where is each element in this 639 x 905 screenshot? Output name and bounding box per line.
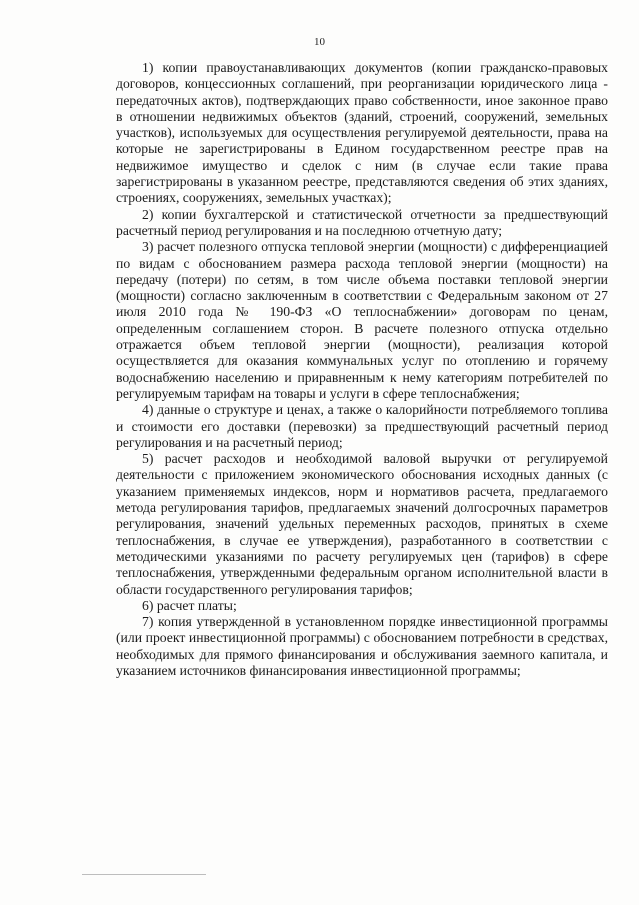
paragraph-1: 1) копии правоустанавливающих документов (копии гражданско-правовых договоров, концессионных соглашений, при реорганизации юридического лица - передаточных актов), подтверждающих право собственности, иное законное право в отношении недвижимых объектов (зданий, строений, сооружений, земельных участков), используемых для осуществления регулируемой деятельности, права на которые не зарегистрированы в Едином государственном реестре прав на недвижимое имущество и сделок с ним (в случае если такие права зарегистрированы в указанном реестре, представляются сведения об этих зданиях, строениях, сооружениях, земельных участках); (116, 60, 608, 206)
document-body (116, 60, 608, 679)
paragraph-6: 6) расчет платы; (142, 597, 237, 613)
paragraph-7: 7) копия утвержденной в установленном порядке инвестиционной программы (или проект инвестиционной программы) с обоснованием потребности в средствах, необходимых для прямого финансирования и обслуживания заемного капитала, и указанием источников финансирования инвестиционной программы; (116, 614, 608, 678)
paragraph-5: 5) расчет расходов и необходимой валовой выручки от регулируемой деятельности с приложением экономического обоснования исходных данных (с указанием применяемых индексов, норм и нормативов расчета, предлагаемого метода регулирования тарифов, предлагаемых значений долгосрочных параметров регулирования, значений удельных переменных расходов, принятых в схеме теплоснабжения, в случае ее утверждения), разработанного в соответствии с методическими указаниями по расчету регулируемых цен (тарифов) в сфере теплоснабжения, утвержденными федеральным органом исполнительной власти в области государственного регулирования тарифов; (116, 451, 608, 597)
page-number: 10 (314, 36, 325, 48)
paragraph-2: 2) копии бухгалтерской и статистической отчетности за предшествующий расчетный период регулирования и на последнюю отчетную дату; (116, 206, 608, 238)
paragraph-3: 3) расчет полезного отпуска тепловой энергии (мощности) с дифференциацией по видам с обоснованием размера расхода тепловой энергии (мощности) на передачу (потери) по сетям, в том числе объема поставки тепловой энергии (мощности) согласно заключенным в соответствии с Федеральным законом от 27 июля 2010 года № 190-ФЗ «О теплоснабжении» договорам по ценам, определенным соглашением сторон. В расчете полезного отпуска отдельно отражается объем тепловой энергии (мощности), реализация которой осуществляется для оказания коммунальных услуг по отоплению и горячему водоснабжению населению и приравненным к нему категориям потребителей по регулируемым тарифам на товары и услуги в сфере теплоснабжения; (116, 239, 608, 401)
paragraph-4: 4) данные о структуре и ценах, а также о калорийности потребляемого топлива и стоимости его доставки (перевозки) за предшествующий расчетный период регулирования и на расчетный период; (116, 402, 608, 450)
footnote-divider (82, 874, 206, 875)
